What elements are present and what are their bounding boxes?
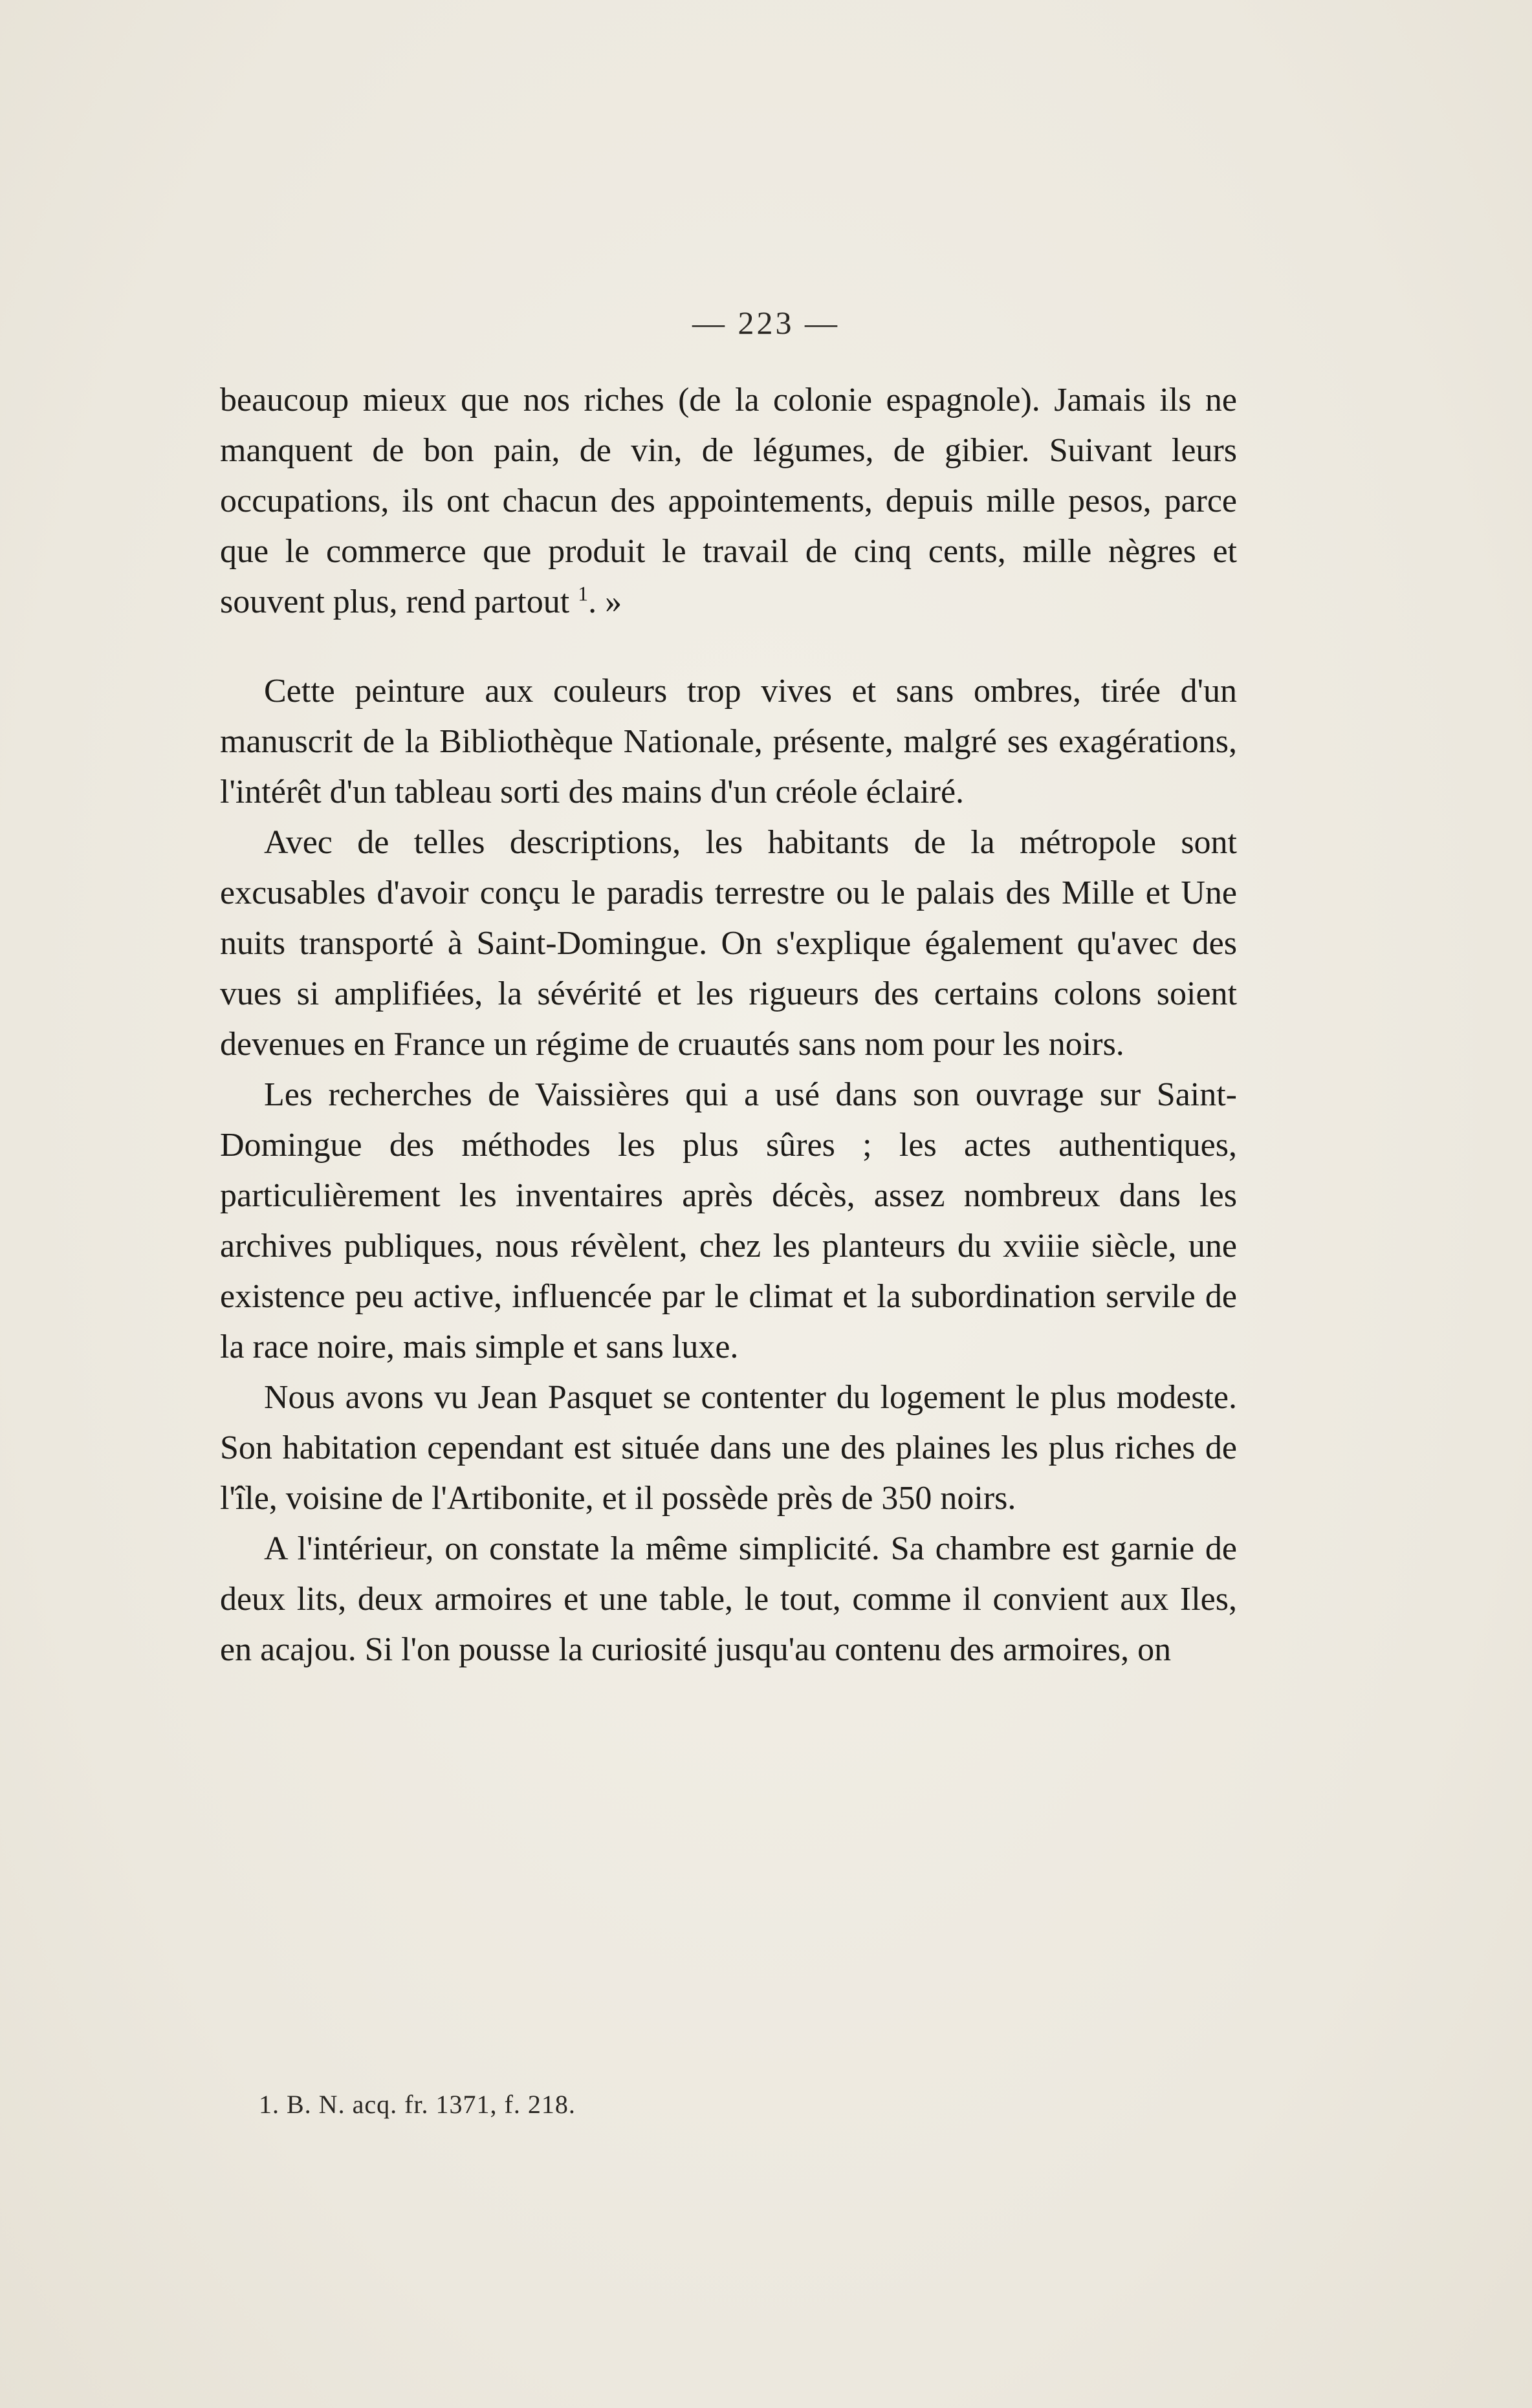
paragraph-3: Avec de telles descriptions, les habitants de la métropole sont excusables d'avoir conçu le paradis terrestre ou le palais des Mille et Une nuits transporté à Saint-Domingue. On s'explique également qu'avec des vues si amplifiées, la sévérité et les rigueurs des certains colons soient devenues en France un régime de cruautés sans nom pour les noirs. bbox=[220, 824, 1237, 1063]
paragraph-6: A l'intérieur, on constate la même simplicité. Sa chambre est garnie de deux lits, deux armoires et une table, le tout, comme il convient aux Iles, en acajou. Si l'on pousse la curiosité jusqu'au contenu des armoires, on bbox=[220, 1530, 1237, 1668]
paragraph-4: Les recherches de Vaissières qui a usé dans son ouvrage sur Saint-Domingue des méthodes les plus sûres ; les actes authentiques, particulièrement les inventaires après décès, assez nombreux dans les archives publiques, nous révèlent, chez les planteurs du xviiie siècle, une existence peu active, influencée par le climat et la subordination servile de la race noire, mais simple et sans luxe. bbox=[220, 1076, 1237, 1365]
footnote-reference: 1 bbox=[578, 581, 589, 605]
paragraph-2: Cette peinture aux couleurs trop vives et sans ombres, tirée d'un manuscrit de la Bibliothèque Nationale, présente, malgré ses exagérations, l'intérêt d'un tableau sorti des mains d'un créole éclairé. bbox=[220, 673, 1237, 810]
page-number: — 223 — bbox=[692, 305, 840, 341]
paragraph-1-text: beaucoup mieux que nos riches (de la colonie espagnole). Jamais ils ne manquent de bon pain, de vin, de légumes, de gibier. Suivant leurs occupations, ils ont chacun des appointements, depuis mille pesos, parce que le commerce que produit le travail de cinq cents, mille nègres et souvent plus, rend partout bbox=[220, 382, 1237, 620]
body-text bbox=[220, 375, 1237, 1675]
footnote: 1. B. N. acq. fr. 1371, f. 218. bbox=[259, 2090, 576, 2119]
paragraph-5: Nous avons vu Jean Pasquet se contenter du logement le plus modeste. Son habitation cependant est située dans une des plaines les plus riches de l'île, voisine de l'Artibonite, et il possède près de 350 noirs. bbox=[220, 1379, 1237, 1517]
paragraph-1-end: . » bbox=[588, 583, 622, 620]
paragraph-quote-end bbox=[220, 375, 1237, 627]
